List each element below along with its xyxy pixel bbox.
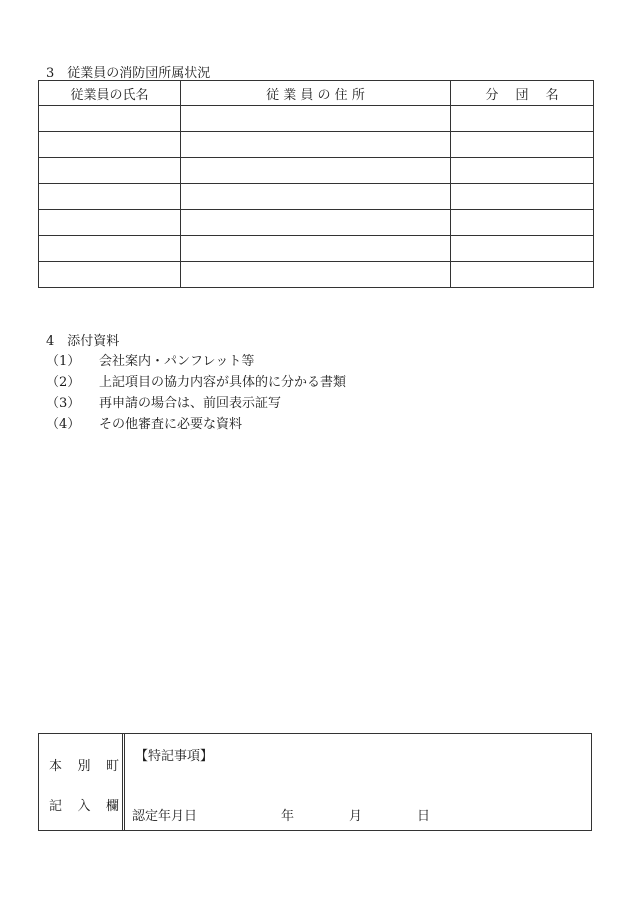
address-cell[interactable]: [181, 106, 451, 132]
table-row: [39, 262, 594, 288]
year-label: 年: [281, 809, 295, 824]
table-row: [39, 210, 594, 236]
name-cell[interactable]: [39, 132, 181, 158]
table-row: [39, 158, 594, 184]
firefighter-staff-table: [38, 80, 594, 288]
day-label: 日: [417, 809, 431, 824]
label-char: 入: [77, 799, 91, 814]
address-cell[interactable]: [181, 184, 451, 210]
branch-cell[interactable]: [451, 210, 594, 236]
attachment-text: その他審査に必要な資料: [99, 417, 243, 432]
address-cell[interactable]: [181, 132, 451, 158]
address-cell[interactable]: [181, 158, 451, 184]
attachment-number: （2）: [46, 375, 81, 390]
column-header-name: 従業員の氏名: [39, 81, 181, 106]
branch-cell[interactable]: [451, 262, 594, 288]
column-header-address: 従 業 員 の 住 所: [181, 81, 451, 106]
branch-cell[interactable]: [451, 106, 594, 132]
attachment-number: （4）: [46, 417, 81, 432]
attachment-number: （1）: [46, 354, 81, 369]
office-label-line2: [49, 795, 119, 814]
branch-cell[interactable]: [451, 158, 594, 184]
branch-cell[interactable]: [451, 236, 594, 262]
attachment-text: 上記項目の協力内容が具体的に分かる書類: [99, 375, 347, 390]
address-cell[interactable]: [181, 210, 451, 236]
office-use-box: [38, 733, 592, 831]
table-row: [39, 106, 594, 132]
section4-title: 4 添付資料: [46, 334, 120, 349]
approval-date-label: 認定年月日: [132, 809, 198, 824]
attachment-text: 会社案内・パンフレット等: [99, 354, 255, 369]
label-char: 別: [77, 759, 91, 774]
office-use-content-cell[interactable]: [129, 734, 591, 830]
label-char: 町: [105, 759, 119, 774]
attachment-item-3: [46, 392, 281, 411]
table-row: [39, 184, 594, 210]
label-char: 本: [49, 759, 63, 774]
table-header-row: [39, 81, 594, 106]
table-row: [39, 132, 594, 158]
name-cell[interactable]: [39, 158, 181, 184]
attachment-number: （3）: [46, 396, 81, 411]
column-header-branch: 分 団 名: [451, 81, 594, 106]
table-row: [39, 236, 594, 262]
attachment-item-2: [46, 371, 346, 390]
label-char: 記: [49, 799, 63, 814]
address-cell[interactable]: [181, 262, 451, 288]
month-label: 月: [349, 809, 363, 824]
name-cell[interactable]: [39, 210, 181, 236]
label-char: 欄: [105, 799, 119, 814]
office-use-label-cell: [39, 734, 125, 830]
branch-cell[interactable]: [451, 184, 594, 210]
attachment-item-4: [46, 413, 242, 432]
branch-cell[interactable]: [451, 132, 594, 158]
special-notes-label: 【特記事項】: [135, 749, 214, 764]
attachment-text: 再申請の場合は、前回表示証写: [99, 396, 282, 411]
attachment-item-1: [46, 350, 254, 369]
name-cell[interactable]: [39, 106, 181, 132]
name-cell[interactable]: [39, 184, 181, 210]
name-cell[interactable]: [39, 262, 181, 288]
address-cell[interactable]: [181, 236, 451, 262]
office-label-line1: [49, 755, 119, 774]
name-cell[interactable]: [39, 236, 181, 262]
section3-title: 3 従業員の消防団所属状況: [46, 66, 211, 81]
